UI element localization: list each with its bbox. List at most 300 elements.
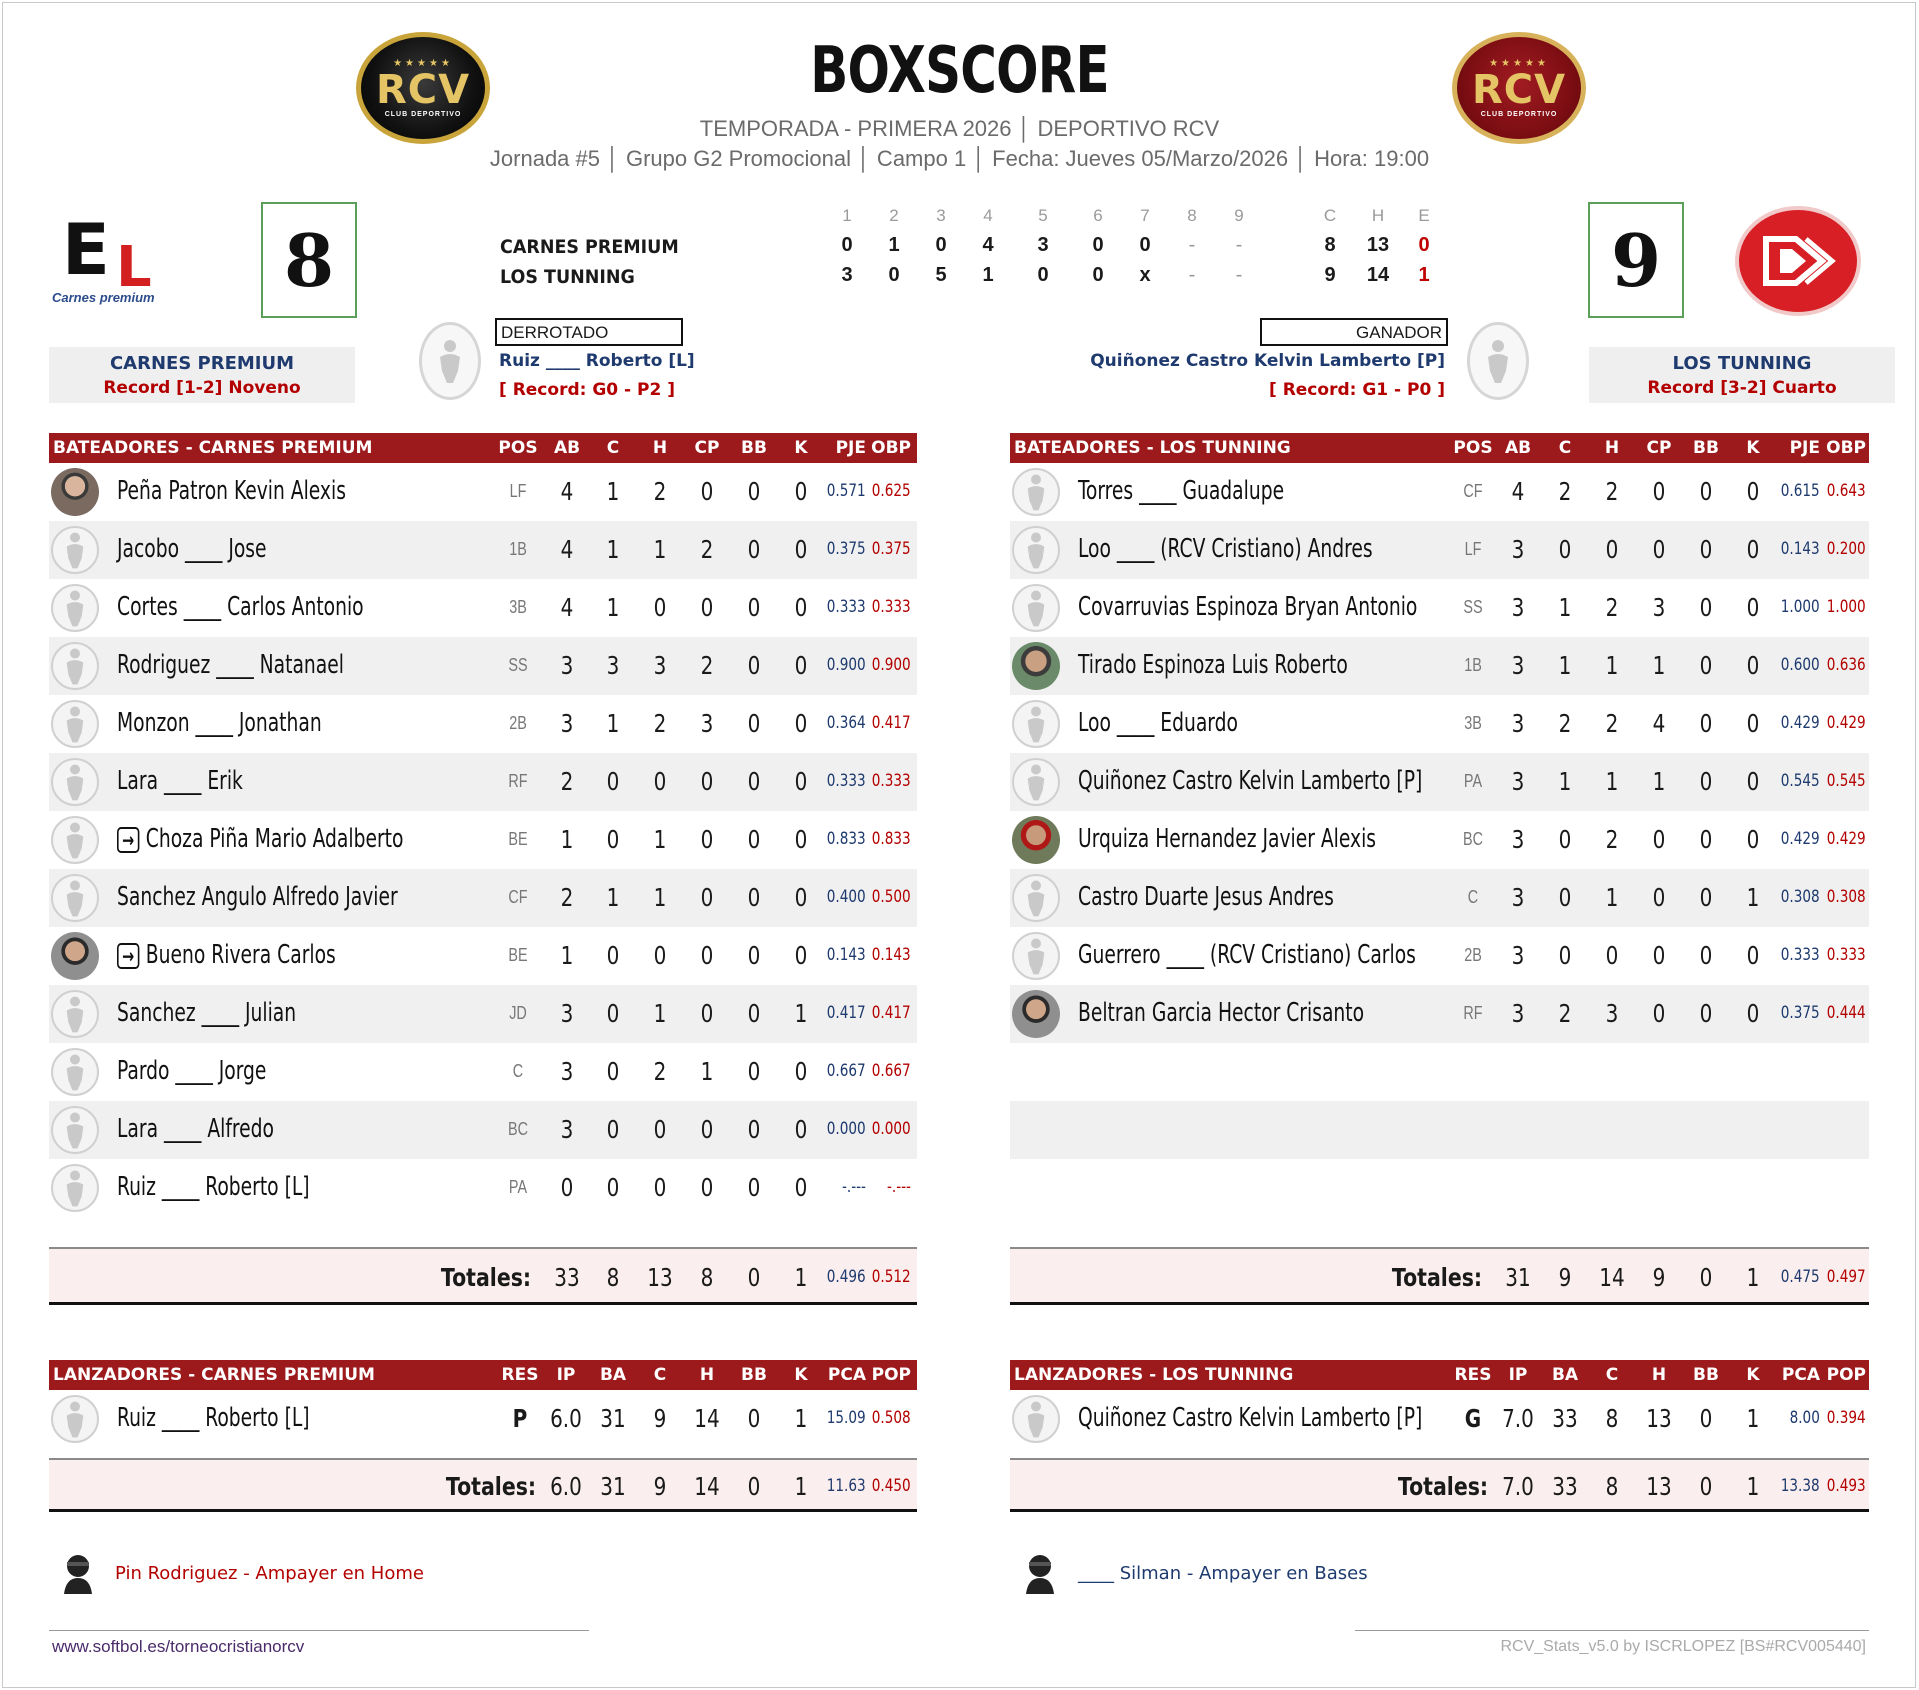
stat-cp: 1 bbox=[700, 1057, 714, 1086]
stat-ab: 3 bbox=[1511, 825, 1525, 854]
stat-c: 0 bbox=[1558, 941, 1572, 970]
stat-c: 0 bbox=[606, 1057, 620, 1086]
total-bb: 0 bbox=[747, 1472, 761, 1501]
stat-k: 0 bbox=[794, 535, 808, 564]
stat-pje: 0.143 bbox=[1781, 539, 1820, 559]
stat-k: 0 bbox=[1746, 825, 1760, 854]
winner-label: GANADOR bbox=[1260, 318, 1448, 346]
stat-bb: 0 bbox=[747, 1057, 761, 1086]
inning-runs: 0 bbox=[1037, 264, 1049, 286]
player-silhouette-icon bbox=[1012, 584, 1060, 632]
player-position: SS bbox=[1463, 597, 1483, 617]
player-position: JD bbox=[509, 1003, 527, 1023]
column-header: RES bbox=[501, 1365, 539, 1385]
stat-bb: 0 bbox=[747, 767, 761, 796]
column-header: OBP bbox=[871, 438, 911, 458]
player-position: BC bbox=[1462, 829, 1483, 849]
stat-obp: 0.333 bbox=[1827, 945, 1866, 965]
player-name: Jacobo ____ Jose bbox=[117, 534, 267, 564]
table-row bbox=[1010, 869, 1869, 927]
stat-k: 0 bbox=[1746, 941, 1760, 970]
stat-c: 1 bbox=[606, 593, 620, 622]
column-header: POP bbox=[871, 1365, 911, 1385]
stat-cp: 0 bbox=[700, 941, 714, 970]
stat-c: 0 bbox=[606, 999, 620, 1028]
svg-text:E: E bbox=[62, 209, 110, 291]
stat-pje: 0.429 bbox=[1781, 713, 1820, 733]
stat-cp: 0 bbox=[700, 1173, 714, 1202]
stat-ab: 3 bbox=[560, 1057, 574, 1086]
player-name: Peña Patron Kevin Alexis bbox=[117, 476, 346, 506]
stat-bb: 0 bbox=[1699, 477, 1713, 506]
stat-k: 0 bbox=[794, 1115, 808, 1144]
stat-ab: 3 bbox=[1511, 535, 1525, 564]
stat-c: 1 bbox=[606, 883, 620, 912]
stat-bb: 0 bbox=[1699, 825, 1713, 854]
rcv-logo-right bbox=[1452, 32, 1586, 144]
stat-c: 1 bbox=[606, 709, 620, 738]
stat-cp: 0 bbox=[1652, 941, 1666, 970]
player-position: CF bbox=[508, 887, 528, 907]
stat-h: 1 bbox=[1605, 767, 1619, 796]
stat-pje: 0.417 bbox=[827, 1003, 866, 1023]
player-position: 1B bbox=[509, 539, 527, 559]
table-row bbox=[49, 1390, 917, 1448]
stat-k: 0 bbox=[794, 651, 808, 680]
stat-obp: 0.636 bbox=[1827, 655, 1866, 675]
player-silhouette-icon bbox=[51, 526, 99, 574]
stat-bb: 0 bbox=[747, 593, 761, 622]
stat-obp: -.--- bbox=[887, 1177, 911, 1197]
player-name: Lara ____ Erik bbox=[117, 766, 243, 796]
inning-runs: 1 bbox=[982, 264, 994, 286]
stat-obp: 0.833 bbox=[872, 829, 911, 849]
stat-obp: 0.333 bbox=[872, 597, 911, 617]
column-header: AB bbox=[1504, 438, 1532, 458]
player-silhouette-icon bbox=[51, 584, 99, 632]
player-position: 2B bbox=[1464, 945, 1482, 965]
stat-cp: 3 bbox=[700, 709, 714, 738]
stat-c: 1 bbox=[606, 535, 620, 564]
column-header: C bbox=[1605, 1365, 1619, 1385]
stat-ab: 3 bbox=[1511, 999, 1525, 1028]
player-position: LF bbox=[1464, 539, 1482, 559]
stat-k: 0 bbox=[1746, 709, 1760, 738]
stat-bb: 0 bbox=[1699, 651, 1713, 680]
substitution-arrow-icon: → bbox=[117, 827, 139, 853]
table-title: BATEADORES - LOS TUNNING bbox=[1014, 438, 1291, 458]
linescore-total-e: 0 bbox=[1418, 234, 1430, 256]
logo-stars-icon: ★★★★★ bbox=[393, 57, 453, 69]
stat-bb: 0 bbox=[1699, 767, 1713, 796]
total-k: 1 bbox=[794, 1263, 808, 1292]
stat-ab: 3 bbox=[560, 651, 574, 680]
stat-ab: 3 bbox=[1511, 941, 1525, 970]
player-photo bbox=[51, 932, 99, 980]
stat-ab: 1 bbox=[560, 825, 574, 854]
logo-subtext: CLUB DEPORTIVO bbox=[384, 110, 462, 118]
stat-c: 0 bbox=[606, 767, 620, 796]
total-h: 13 bbox=[1646, 1472, 1672, 1501]
stat-c: 2 bbox=[1558, 709, 1572, 738]
inning-runs: 0 bbox=[1092, 234, 1104, 256]
stat-bb: 0 bbox=[747, 1173, 761, 1202]
stat-cp: 2 bbox=[700, 651, 714, 680]
stat-pca: 8.00 bbox=[1789, 1408, 1820, 1428]
stat-pje: 0.833 bbox=[827, 829, 866, 849]
stat-pca: 15.09 bbox=[827, 1408, 866, 1428]
table-header bbox=[49, 433, 917, 463]
stat-cp: 0 bbox=[700, 825, 714, 854]
total-k: 1 bbox=[794, 1472, 808, 1501]
column-header: K bbox=[1746, 438, 1760, 458]
player-position: PA bbox=[1463, 771, 1483, 791]
stat-k: 1 bbox=[794, 999, 808, 1028]
player-name: Rodriguez ____ Natanael bbox=[117, 650, 344, 680]
player-silhouette-icon bbox=[1012, 1395, 1060, 1443]
stat-obp: 0.417 bbox=[872, 713, 911, 733]
stat-ab: 1 bbox=[560, 941, 574, 970]
player-position: SS bbox=[508, 655, 528, 675]
stat-pje: 0.375 bbox=[1781, 1003, 1820, 1023]
stat-h: 0 bbox=[653, 1173, 667, 1202]
stat-k: 0 bbox=[794, 477, 808, 506]
column-header: IP bbox=[1508, 1365, 1528, 1385]
column-header: PCA bbox=[827, 1365, 866, 1385]
stat-obp: 0.900 bbox=[872, 655, 911, 675]
table-row bbox=[49, 1043, 917, 1101]
stat-k: 0 bbox=[794, 767, 808, 796]
player-silhouette-icon bbox=[1467, 322, 1529, 400]
stat-k: 0 bbox=[1746, 767, 1760, 796]
column-header: CP bbox=[694, 438, 720, 458]
stat-ab: 4 bbox=[560, 593, 574, 622]
inning-runs: 0 bbox=[1092, 264, 1104, 286]
home-team-card bbox=[1589, 347, 1895, 403]
stat-cp: 0 bbox=[700, 883, 714, 912]
inning-runs: 0 bbox=[841, 234, 853, 256]
column-header: K bbox=[794, 1365, 808, 1385]
table-row bbox=[49, 1159, 917, 1217]
stat-h: 2 bbox=[1605, 477, 1619, 506]
stat-cp: 4 bbox=[1652, 709, 1666, 738]
inning-runs: x bbox=[1139, 264, 1151, 286]
total-obp: 0.497 bbox=[1827, 1267, 1866, 1287]
stat-obp: 0.333 bbox=[872, 771, 911, 791]
umpire-icon bbox=[1020, 1552, 1060, 1596]
stat-h: 1 bbox=[653, 883, 667, 912]
season-subtitle: TEMPORADA - PRIMERA 2026 │ DEPORTIVO RCV bbox=[699, 116, 1220, 141]
column-header: POS bbox=[498, 438, 538, 458]
inning-runs: 1 bbox=[888, 234, 900, 256]
stat-obp: 0.545 bbox=[1827, 771, 1866, 791]
stat-cp: 2 bbox=[700, 535, 714, 564]
player-name: Monzon ____ Jonathan bbox=[117, 708, 322, 738]
pitcher-name: Ruiz ____ Roberto [L] bbox=[117, 1403, 310, 1433]
table-row bbox=[49, 811, 917, 869]
stat-h: 0 bbox=[1605, 535, 1619, 564]
table-row bbox=[49, 579, 917, 637]
totals-label: Totales: bbox=[445, 1472, 536, 1501]
column-header: BB bbox=[741, 438, 767, 458]
stat-k: 1 bbox=[1746, 1404, 1760, 1433]
stat-pje: 0.615 bbox=[1781, 481, 1820, 501]
column-header: POP bbox=[1826, 1365, 1866, 1385]
stat-k: 0 bbox=[794, 593, 808, 622]
stat-ab: 3 bbox=[1511, 883, 1525, 912]
stat-k: 0 bbox=[1746, 593, 1760, 622]
player-position: CF bbox=[1463, 481, 1483, 501]
stat-cp: 0 bbox=[1652, 825, 1666, 854]
umpire-icon bbox=[58, 1552, 98, 1596]
total-c: 9 bbox=[1558, 1263, 1572, 1292]
player-position: 3B bbox=[509, 597, 527, 617]
table-row bbox=[49, 1101, 917, 1159]
inning-runs: 3 bbox=[841, 264, 853, 286]
stat-c: 0 bbox=[606, 1173, 620, 1202]
stat-pje: 0.308 bbox=[1781, 887, 1820, 907]
column-header: BA bbox=[1551, 1365, 1579, 1385]
player-silhouette-icon bbox=[1012, 468, 1060, 516]
footer-link[interactable]: www.softbol.es/torneocristianorcv bbox=[52, 1637, 305, 1656]
winning-pitcher: Quiñonez Castro Kelvin Lamberto [P] bbox=[1090, 351, 1445, 371]
column-header: RES bbox=[1454, 1365, 1492, 1385]
stat-pje: 0.545 bbox=[1781, 771, 1820, 791]
linescore-total-e: 1 bbox=[1418, 264, 1430, 286]
linescore-team-name: CARNES PREMIUM bbox=[500, 236, 679, 258]
stat-obp: 0.500 bbox=[872, 887, 911, 907]
table-row bbox=[1010, 579, 1869, 637]
table-row bbox=[1010, 927, 1869, 985]
stat-h: 2 bbox=[1605, 709, 1619, 738]
stat-h: 13 bbox=[1646, 1404, 1672, 1433]
stat-bb: 0 bbox=[1699, 941, 1713, 970]
stat-cp: 1 bbox=[1652, 767, 1666, 796]
player-position: RF bbox=[508, 771, 528, 791]
player-name bbox=[117, 940, 336, 970]
stat-h: 0 bbox=[1605, 941, 1619, 970]
player-name-text: Bueno Rivera Carlos bbox=[145, 940, 336, 970]
home-batting-table bbox=[1010, 433, 1869, 1303]
footer-divider-left bbox=[49, 1630, 589, 1631]
inning-runs: 0 bbox=[935, 234, 947, 256]
stat-pje: 0.600 bbox=[1781, 655, 1820, 675]
stat-h: 1 bbox=[1605, 651, 1619, 680]
inning-runs: 4 bbox=[982, 234, 994, 256]
stat-bb: 0 bbox=[747, 825, 761, 854]
player-position: BE bbox=[508, 829, 528, 849]
column-header: H bbox=[1651, 1365, 1667, 1385]
inning-header: 3 bbox=[936, 206, 946, 225]
empty-row bbox=[1010, 1101, 1869, 1159]
carnes-premium-logo-text: Carnes premium bbox=[52, 290, 155, 305]
player-photo bbox=[1012, 990, 1060, 1038]
total-ba: 31 bbox=[600, 1472, 626, 1501]
stat-ab: 3 bbox=[1511, 651, 1525, 680]
column-header: C bbox=[1558, 438, 1572, 458]
stat-obp: 0.625 bbox=[872, 481, 911, 501]
totals-row bbox=[49, 1458, 917, 1512]
stat-bb: 0 bbox=[747, 535, 761, 564]
stat-ab: 3 bbox=[1511, 767, 1525, 796]
stat-cp: 1 bbox=[1652, 651, 1666, 680]
stat-c: 9 bbox=[653, 1404, 667, 1433]
stat-pje: 0.375 bbox=[827, 539, 866, 559]
stat-ab: 4 bbox=[560, 535, 574, 564]
player-silhouette-icon bbox=[1012, 874, 1060, 922]
footer-divider-right bbox=[1355, 1630, 1869, 1631]
inning-runs: - bbox=[1188, 264, 1196, 286]
stat-ab: 0 bbox=[560, 1173, 574, 1202]
pitcher-name: Quiñonez Castro Kelvin Lamberto [P] bbox=[1078, 1403, 1423, 1433]
table-row bbox=[49, 637, 917, 695]
stat-obp: 0.375 bbox=[872, 539, 911, 559]
total-h: 14 bbox=[694, 1472, 720, 1501]
column-header: K bbox=[1746, 1365, 1760, 1385]
stat-k: 0 bbox=[794, 825, 808, 854]
table-row bbox=[1010, 637, 1869, 695]
stat-bb: 0 bbox=[747, 651, 761, 680]
player-silhouette-icon bbox=[419, 322, 481, 400]
stat-pje: 0.333 bbox=[1781, 945, 1820, 965]
stat-obp: 0.444 bbox=[1827, 1003, 1866, 1023]
inning-runs: 0 bbox=[1139, 234, 1151, 256]
player-silhouette-icon bbox=[51, 642, 99, 690]
linescore-total-c: 9 bbox=[1324, 264, 1336, 286]
column-header: IP bbox=[556, 1365, 576, 1385]
stat-c: 3 bbox=[606, 651, 620, 680]
total-ba: 33 bbox=[1552, 1472, 1578, 1501]
stat-c: 2 bbox=[1558, 477, 1572, 506]
player-name: Beltran Garcia Hector Crisanto bbox=[1078, 998, 1365, 1028]
table-row bbox=[49, 869, 917, 927]
stat-k: 0 bbox=[794, 1057, 808, 1086]
stat-ba: 33 bbox=[1552, 1404, 1578, 1433]
table-row bbox=[1010, 695, 1869, 753]
stat-res: P bbox=[512, 1404, 528, 1433]
stat-bb: 0 bbox=[747, 883, 761, 912]
stat-pje: 0.571 bbox=[827, 481, 866, 501]
stat-pje: 0.667 bbox=[827, 1061, 866, 1081]
inning-runs: - bbox=[1188, 234, 1196, 256]
stat-ab: 3 bbox=[1511, 709, 1525, 738]
stat-pop: 0.508 bbox=[872, 1408, 911, 1428]
total-ab: 31 bbox=[1505, 1263, 1531, 1292]
column-header: BB bbox=[1693, 1365, 1719, 1385]
total-h: 13 bbox=[647, 1263, 673, 1292]
stat-pje: 0.364 bbox=[827, 713, 866, 733]
total-pje: 0.496 bbox=[827, 1267, 866, 1287]
winning-pitcher-record: [ Record: G1 - P0 ] bbox=[1269, 380, 1445, 400]
stat-cp: 3 bbox=[1652, 593, 1666, 622]
column-header: PCA bbox=[1781, 1365, 1820, 1385]
stat-ip: 6.0 bbox=[550, 1404, 582, 1433]
player-position: 2B bbox=[509, 713, 527, 733]
away-team-card bbox=[49, 347, 355, 403]
player-name: Quiñonez Castro Kelvin Lamberto [P] bbox=[1078, 766, 1423, 796]
total-ip: 6.0 bbox=[550, 1472, 582, 1501]
stat-k: 1 bbox=[1746, 883, 1760, 912]
stat-pop: 0.394 bbox=[1827, 1408, 1866, 1428]
stat-ab: 2 bbox=[560, 767, 574, 796]
player-name: Tirado Espinoza Luis Roberto bbox=[1078, 650, 1348, 680]
stat-c: 1 bbox=[606, 477, 620, 506]
inning-header: 7 bbox=[1140, 206, 1150, 225]
player-name: Sanchez ____ Julian bbox=[117, 998, 297, 1028]
column-header: OBP bbox=[1826, 438, 1866, 458]
stat-ab: 3 bbox=[560, 999, 574, 1028]
linescore-total-h: 14 bbox=[1366, 264, 1390, 286]
table-header bbox=[1010, 1360, 1869, 1390]
stat-obp: 0.429 bbox=[1827, 713, 1866, 733]
rcv-logo-left bbox=[356, 32, 490, 144]
table-row bbox=[1010, 1390, 1869, 1448]
column-header: PJE bbox=[1789, 438, 1820, 458]
stat-bb: 0 bbox=[1699, 709, 1713, 738]
stat-c: 8 bbox=[1605, 1404, 1619, 1433]
away-pitching-table bbox=[49, 1360, 917, 1520]
player-name: Castro Duarte Jesus Andres bbox=[1078, 882, 1334, 912]
player-position: PA bbox=[508, 1177, 528, 1197]
column-header: C bbox=[653, 1365, 667, 1385]
home-plate-umpire: Pin Rodriguez - Ampayer en Home bbox=[115, 1563, 424, 1584]
player-name: Urquiza Hernandez Javier Alexis bbox=[1078, 824, 1377, 854]
total-obp: 0.512 bbox=[872, 1267, 911, 1287]
player-silhouette-icon bbox=[1012, 932, 1060, 980]
stat-obp: 0.429 bbox=[1827, 829, 1866, 849]
away-score: 8 bbox=[261, 202, 357, 318]
stat-h: 1 bbox=[653, 535, 667, 564]
logo-stars-icon: ★★★★★ bbox=[1489, 57, 1549, 69]
total-k: 1 bbox=[1746, 1263, 1760, 1292]
linescore-total-c: 8 bbox=[1324, 234, 1336, 256]
player-name: Torres ____ Guadalupe bbox=[1078, 476, 1285, 506]
player-silhouette-icon bbox=[51, 816, 99, 864]
totals-label: Totales: bbox=[1397, 1472, 1488, 1501]
losing-pitcher: Ruiz ____ Roberto [L] bbox=[499, 351, 695, 371]
total-ip: 7.0 bbox=[1502, 1472, 1534, 1501]
table-title: LANZADORES - CARNES PREMIUM bbox=[53, 1365, 375, 1385]
stat-bb: 0 bbox=[747, 999, 761, 1028]
inning-header: 2 bbox=[889, 206, 899, 225]
player-position: BE bbox=[508, 945, 528, 965]
stat-cp: 0 bbox=[1652, 477, 1666, 506]
stat-ab: 3 bbox=[560, 709, 574, 738]
player-silhouette-icon bbox=[51, 700, 99, 748]
stat-ab: 4 bbox=[560, 477, 574, 506]
stat-cp: 0 bbox=[1652, 999, 1666, 1028]
stat-bb: 0 bbox=[1699, 535, 1713, 564]
total-cp: 8 bbox=[700, 1263, 714, 1292]
stat-cp: 0 bbox=[700, 477, 714, 506]
total-k: 1 bbox=[1746, 1472, 1760, 1501]
stat-obp: 0.200 bbox=[1827, 539, 1866, 559]
stat-ab: 3 bbox=[1511, 593, 1525, 622]
stat-bb: 0 bbox=[1699, 1404, 1713, 1433]
stat-obp: 0.643 bbox=[1827, 481, 1866, 501]
stat-pje: 1.000 bbox=[1781, 597, 1820, 617]
stat-cp: 0 bbox=[1652, 883, 1666, 912]
stat-h: 0 bbox=[653, 593, 667, 622]
stat-k: 0 bbox=[794, 941, 808, 970]
substitution-arrow-icon: → bbox=[117, 943, 139, 969]
stat-c: 0 bbox=[606, 825, 620, 854]
stat-pje: 0.000 bbox=[827, 1119, 866, 1139]
total-pop: 0.493 bbox=[1827, 1476, 1866, 1496]
player-silhouette-icon bbox=[51, 758, 99, 806]
linescore-total-h: 13 bbox=[1366, 234, 1390, 256]
inning-runs: - bbox=[1235, 264, 1243, 286]
